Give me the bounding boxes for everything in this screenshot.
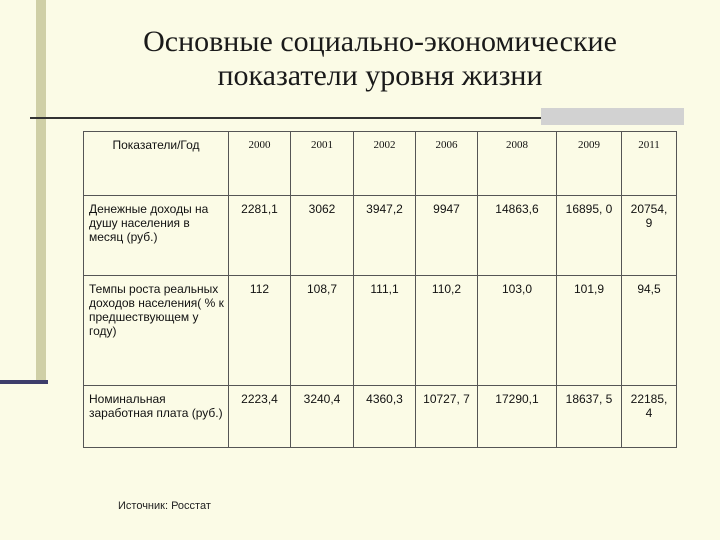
row-label: Темпы роста реальных доходов населения( % к предшествующем у году) [84, 276, 229, 386]
year-header: 2009 [557, 132, 622, 196]
table-row [84, 386, 677, 448]
table-cell: 94,5 [622, 276, 677, 386]
header-row [84, 132, 677, 196]
row-label: Денежные доходы на душу населения в месяц (руб.) [84, 196, 229, 276]
table-cell: 103,0 [478, 276, 557, 386]
table-cell: 101,9 [557, 276, 622, 386]
divider-accent [541, 108, 684, 125]
year-header: 2011 [622, 132, 677, 196]
table-cell: 3947,2 [354, 196, 416, 276]
table-cell: 110,2 [416, 276, 478, 386]
table-cell: 10727, 7 [416, 386, 478, 448]
row-label: Номинальная заработная плата (руб.) [84, 386, 229, 448]
source-note: Источник: Росстат [118, 500, 211, 512]
year-header: 2006 [416, 132, 478, 196]
table-cell: 3240,4 [291, 386, 354, 448]
table-cell: 2281,1 [229, 196, 291, 276]
year-header: 2008 [478, 132, 557, 196]
table-cell: 108,7 [291, 276, 354, 386]
left-decor-accent [0, 380, 48, 384]
table-cell: 18637, 5 [557, 386, 622, 448]
table-cell: 14863,6 [478, 196, 557, 276]
corner-header: Показатели/Год [84, 132, 229, 196]
year-header: 2002 [354, 132, 416, 196]
table-cell: 3062 [291, 196, 354, 276]
slide-title: Основные социально-экономические показатели уровня жизни [143, 25, 617, 92]
table-cell: 16895, 0 [557, 196, 622, 276]
table-cell: 22185, 4 [622, 386, 677, 448]
table-cell: 20754, 9 [622, 196, 677, 276]
indicators-table [83, 131, 677, 448]
table-cell: 112 [229, 276, 291, 386]
year-header: 2001 [291, 132, 354, 196]
table-cell: 4360,3 [354, 386, 416, 448]
table-row [84, 196, 677, 276]
table-cell: 2223,4 [229, 386, 291, 448]
left-decor-bar [36, 0, 46, 383]
table-cell: 17290,1 [478, 386, 557, 448]
table-row [84, 276, 677, 386]
table-cell: 111,1 [354, 276, 416, 386]
year-header: 2000 [229, 132, 291, 196]
table-cell: 9947 [416, 196, 478, 276]
